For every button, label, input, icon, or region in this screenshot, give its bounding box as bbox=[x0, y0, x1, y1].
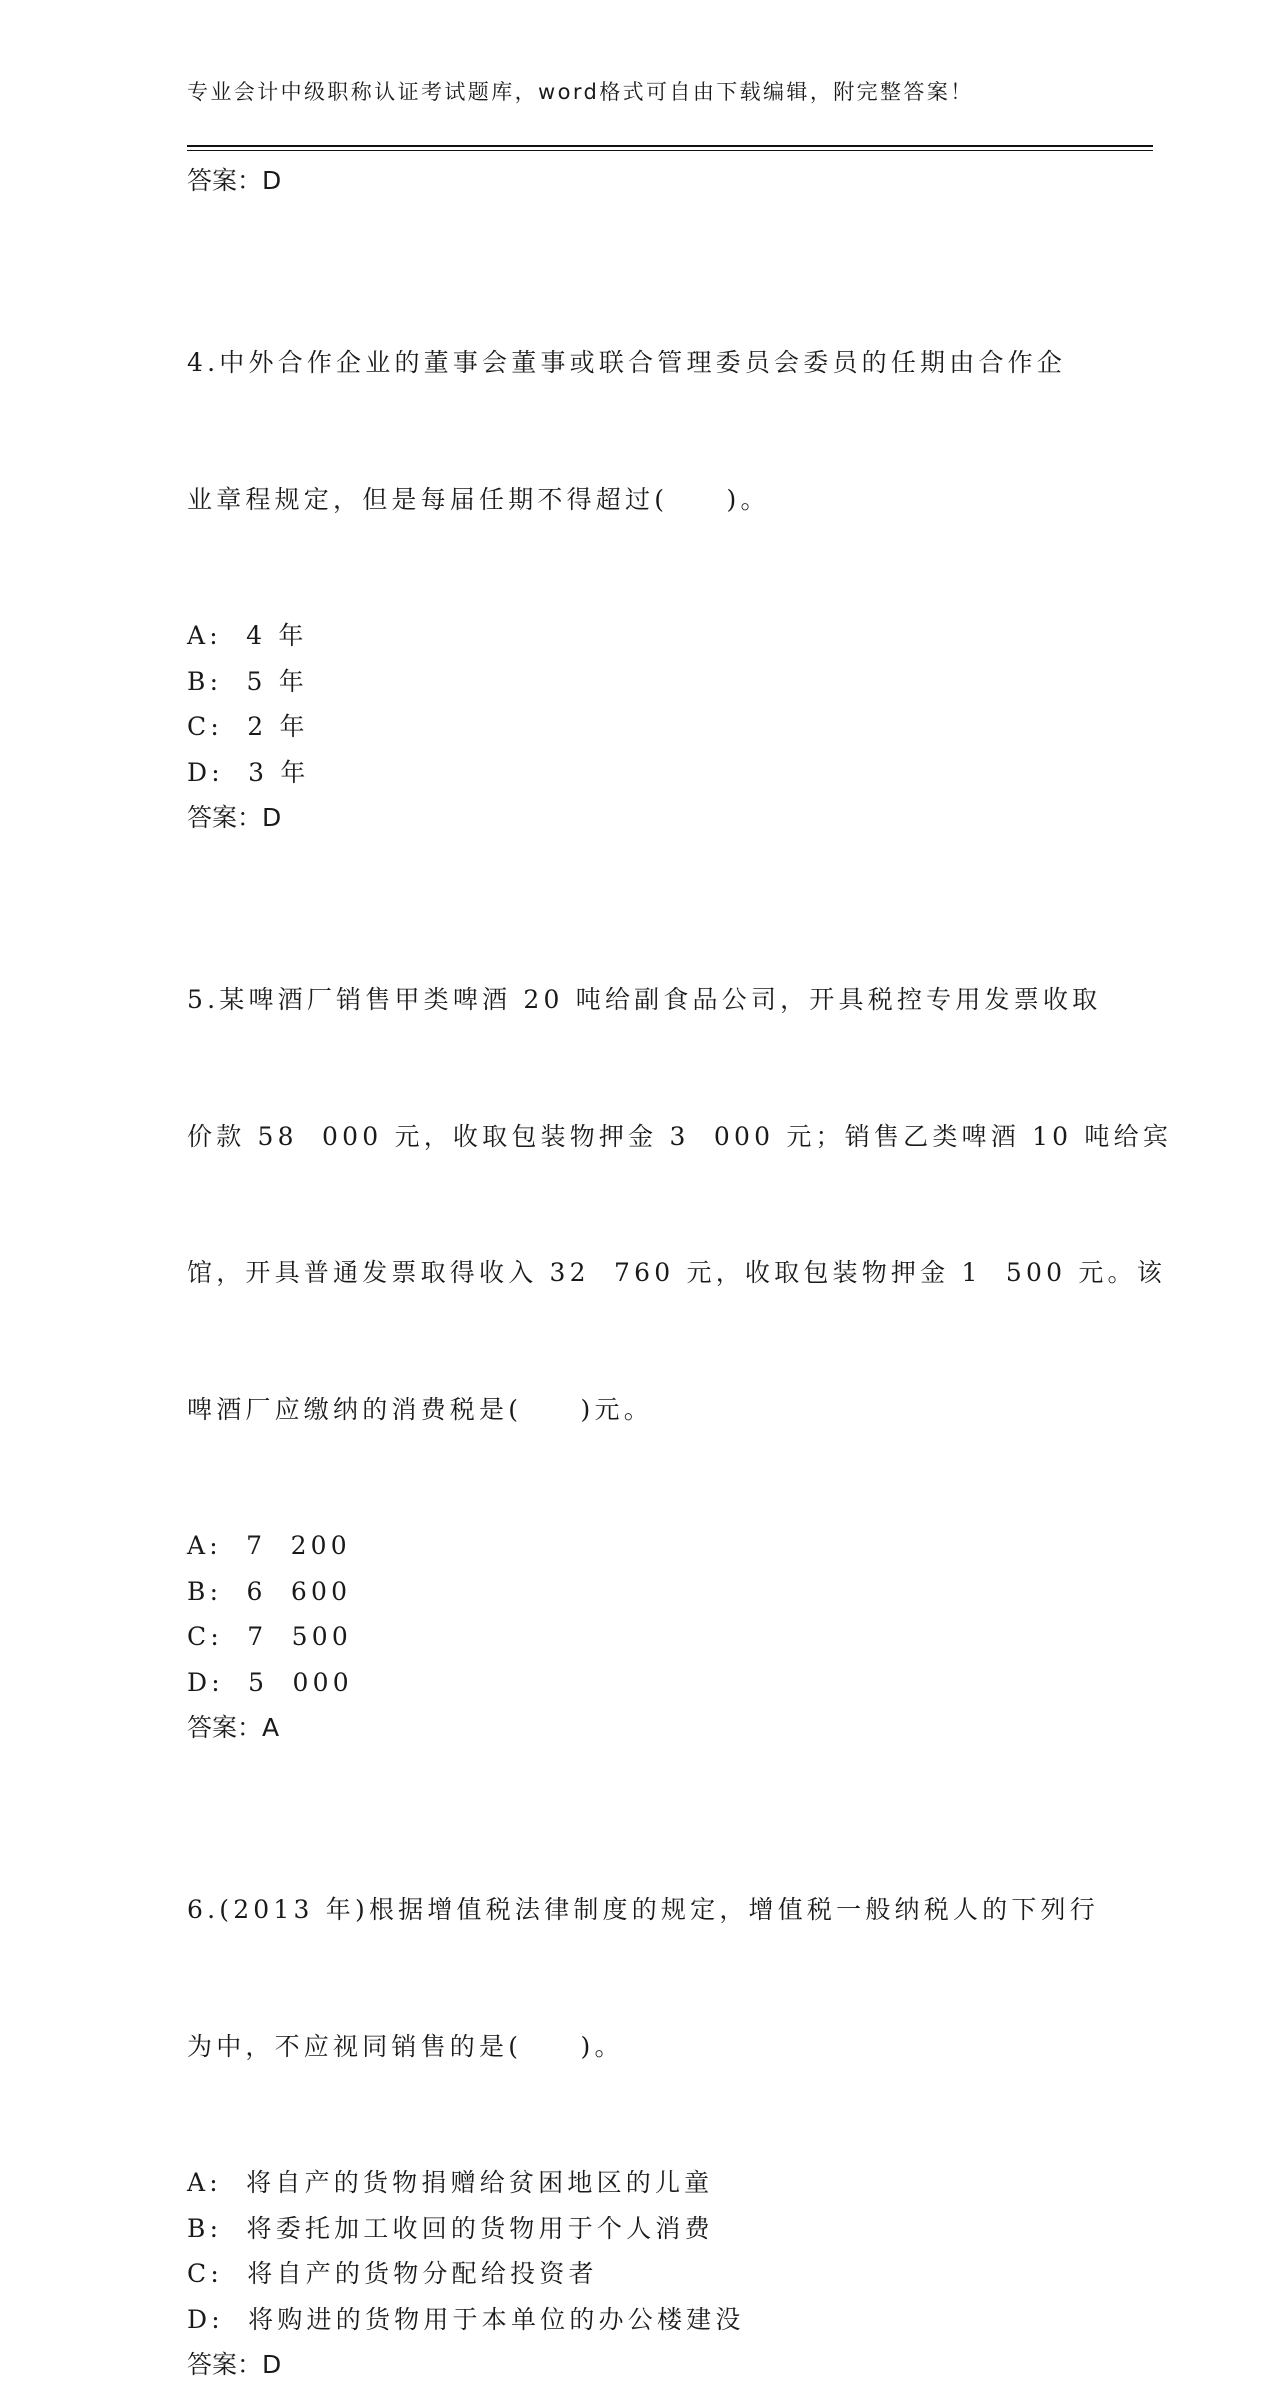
document-body bbox=[187, 158, 1173, 2387]
spacer bbox=[187, 203, 1087, 249]
option-c: C: 2 年 bbox=[187, 712, 309, 741]
option-a: A: 4 年 bbox=[187, 621, 308, 650]
answer: 答案：D bbox=[187, 2350, 282, 2379]
option-d: D: 3 年 bbox=[187, 757, 310, 787]
question-5 bbox=[187, 886, 1173, 1750]
option-d: D: 将购进的货物用于本单位的办公楼建没 bbox=[187, 2304, 745, 2334]
page-header: 专业会计中级职称认证考试题库，word格式可自由下载编辑，附完整答案！ bbox=[187, 80, 974, 104]
option-c: C: 将自产的货物分配给投资者 bbox=[187, 2259, 598, 2288]
question-stem bbox=[187, 249, 1067, 613]
spacer bbox=[187, 1750, 1087, 1796]
option-b: B: 6 600 bbox=[187, 1576, 352, 1606]
stem-line: 5.某啤酒厂销售甲类啤酒 20 吨给副食品公司，开具税控专用发票收取 bbox=[187, 985, 1102, 1014]
spacer bbox=[187, 840, 1087, 886]
stem-line: 馆，开具普通发票取得收入 32 760 元，收取包装物押金 1 500 元。该 bbox=[187, 1258, 1166, 1287]
option-a: A: 7 200 bbox=[187, 1531, 351, 1560]
answer: 答案：A bbox=[187, 1713, 280, 1742]
header-rule-thin bbox=[187, 150, 1153, 151]
stem-line: 4.中外合作企业的董事会董事或联合管理委员会委员的任期由合作企 bbox=[187, 348, 1067, 377]
question-4 bbox=[187, 249, 1087, 840]
question-stem bbox=[187, 1796, 1099, 2160]
stem-line: 业章程规定，但是每届任期不得超过( )。 bbox=[187, 484, 770, 514]
stem-line: 价款 58 000 元，收取包装物押金 3 000 元；销售乙类啤酒 10 吨给宾 bbox=[187, 1121, 1173, 1151]
answer: 答案：D bbox=[187, 803, 282, 832]
stem-line: 6.(2013 年)根据增值税法律制度的规定，增值税一般纳税人的下列行 bbox=[187, 1895, 1099, 1924]
question-stem bbox=[187, 886, 1173, 1523]
question-6 bbox=[187, 1796, 1099, 2387]
previous-answer: 答案：D bbox=[187, 166, 282, 195]
option-b: B: 5 年 bbox=[187, 666, 308, 696]
header-rule-thick bbox=[187, 145, 1153, 147]
stem-line: 为中，不应视同销售的是( )。 bbox=[187, 2031, 624, 2061]
option-a: A: 将自产的货物捐赠给贫困地区的儿童 bbox=[187, 2168, 714, 2197]
option-b: B: 将委托加工收回的货物用于个人消费 bbox=[187, 2213, 714, 2243]
stem-line: 啤酒厂应缴纳的消费税是( )元。 bbox=[187, 1394, 653, 1424]
option-d: D: 5 000 bbox=[187, 1667, 353, 1697]
option-c: C: 7 500 bbox=[187, 1622, 352, 1651]
